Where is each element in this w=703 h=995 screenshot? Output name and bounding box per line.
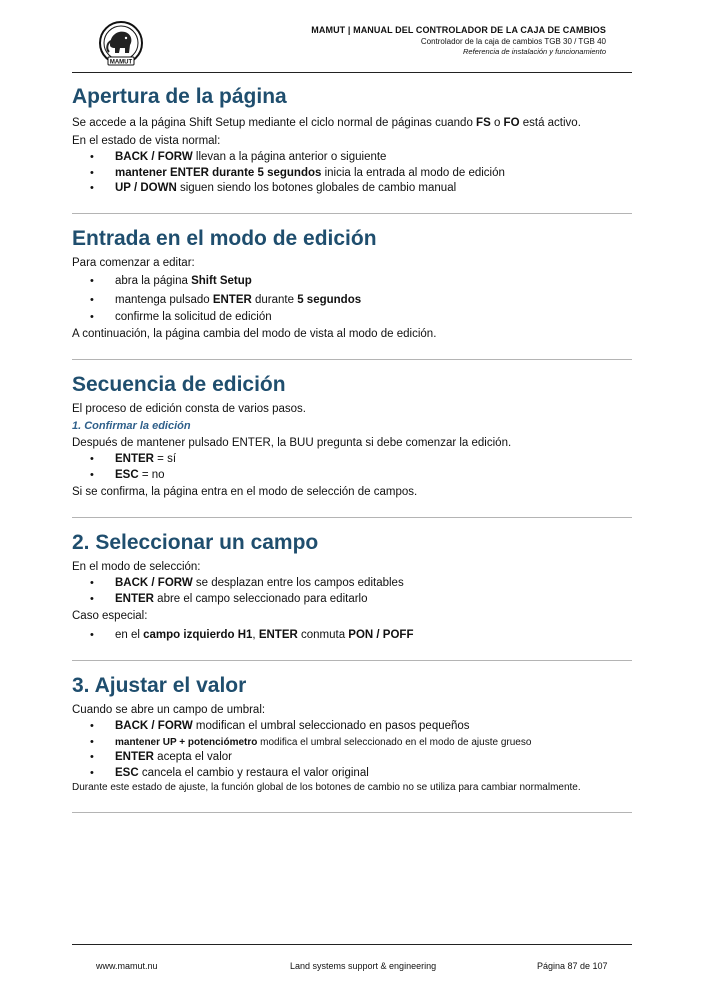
list-item: • mantener ENTER durante 5 segundos inicia la entrada al modo de edición: [72, 166, 632, 182]
bullet-list: [72, 452, 632, 483]
list-item: • ENTER = sí: [72, 452, 632, 468]
header-reference: Referencia de instalación y funcionamiento: [462, 47, 606, 56]
paragraph: Cuando se abre un campo de umbral:: [72, 704, 266, 716]
section-title: 2. Seleccionar un campo: [72, 531, 319, 554]
footer-rule: [72, 944, 632, 945]
bullet-list: [72, 272, 632, 326]
section-opening-page: [72, 83, 632, 197]
paragraph: El proceso de edición consta de varios pasos.: [72, 403, 306, 415]
list-item: • ENTER acepta el valor: [72, 750, 632, 766]
footer-website: www.mamut.nu: [96, 961, 158, 971]
paragraph: En el modo de selección:: [72, 561, 201, 573]
list-item: • BACK / FORW llevan a la página anterior o siguiente: [72, 150, 632, 166]
section-divider: [72, 213, 632, 214]
paragraph: Caso especial:: [72, 610, 148, 622]
section-enter-edit-mode: [72, 225, 632, 344]
list-item: • BACK / FORW modifican el umbral seleccionado en pasos pequeños: [72, 719, 632, 735]
page-header: [72, 17, 632, 73]
section-divider: [72, 812, 632, 813]
page-content: [72, 83, 632, 813]
section-title: Entrada en el modo de edición: [72, 226, 377, 250]
section-select-field: [72, 529, 632, 645]
section-edit-sequence: [72, 371, 632, 501]
section-divider: [72, 660, 632, 661]
paragraph: Si se confirma, la página entra en el modo de selección de campos.: [72, 486, 418, 498]
section-title: 3. Ajustar el valor: [72, 674, 247, 697]
bullet-list: [72, 576, 632, 607]
list-item: • ESC = no: [72, 468, 632, 484]
list-item: • UP / DOWN siguen siendo los botones globales de cambio manual: [72, 181, 632, 197]
paragraph: Después de mantener pulsado ENTER, la BUU pregunta si debe comenzar la edición.: [72, 437, 512, 449]
paragraph: Durante este estado de ajuste, la función global de los botones de cambio no se utiliza para cambiar normalmente.: [72, 782, 581, 793]
list-item: • BACK / FORW se desplazan entre los campos editables: [72, 576, 632, 592]
section-divider: [72, 359, 632, 360]
paragraph: Se accede a la página Shift Setup mediante el ciclo normal de páginas cuando FS o FO está activo.: [72, 117, 581, 129]
bullet-list: [72, 719, 632, 781]
paragraph: Para comenzar a editar:: [72, 256, 195, 269]
bullet-list: [72, 625, 632, 645]
page-number: Página 87 de 107: [537, 961, 608, 971]
header-title: MAMUT | MANUAL DEL CONTROLADOR DE LA CAJA DE CAMBIOS: [311, 25, 606, 35]
section-divider: [72, 517, 632, 518]
list-item: • ENTER abre el campo seleccionado para editarlo: [72, 592, 632, 608]
svg-text:MAMUT: MAMUT: [109, 59, 133, 66]
section-title: Secuencia de edición: [72, 373, 286, 396]
list-item: • en el campo izquierdo H1, ENTER conmuta PON / POFF: [72, 625, 632, 645]
header-rule: [72, 72, 632, 73]
list-item: • abra la página Shift Setup: [72, 272, 632, 291]
step-heading: 1. Confirmar la edición: [72, 420, 191, 432]
bullet-list: [72, 150, 632, 197]
paragraph: A continuación, la página cambia del modo de vista al modo de edición.: [72, 328, 437, 340]
footer-tagline: Land systems support & engineering: [290, 961, 437, 971]
paragraph: En el estado de vista normal:: [72, 135, 221, 147]
header-text-block: [311, 24, 606, 57]
section-title: Apertura de la página: [72, 85, 287, 108]
section-adjust-value: [72, 672, 632, 795]
list-item: • ESC cancela el cambio y restaura el valor original: [72, 766, 632, 782]
list-item: • confirme la solicitud de edición: [72, 310, 632, 326]
header-subtitle: Controlador de la caja de cambios TGB 30 / TGB 40: [420, 37, 606, 46]
list-item: • mantenga pulsado ENTER durante 5 segundos: [72, 291, 632, 310]
mamut-logo: [96, 19, 146, 69]
list-item: • mantener UP + potenciómetro modifica el umbral seleccionado en el modo de ajuste grueso: [72, 735, 632, 751]
